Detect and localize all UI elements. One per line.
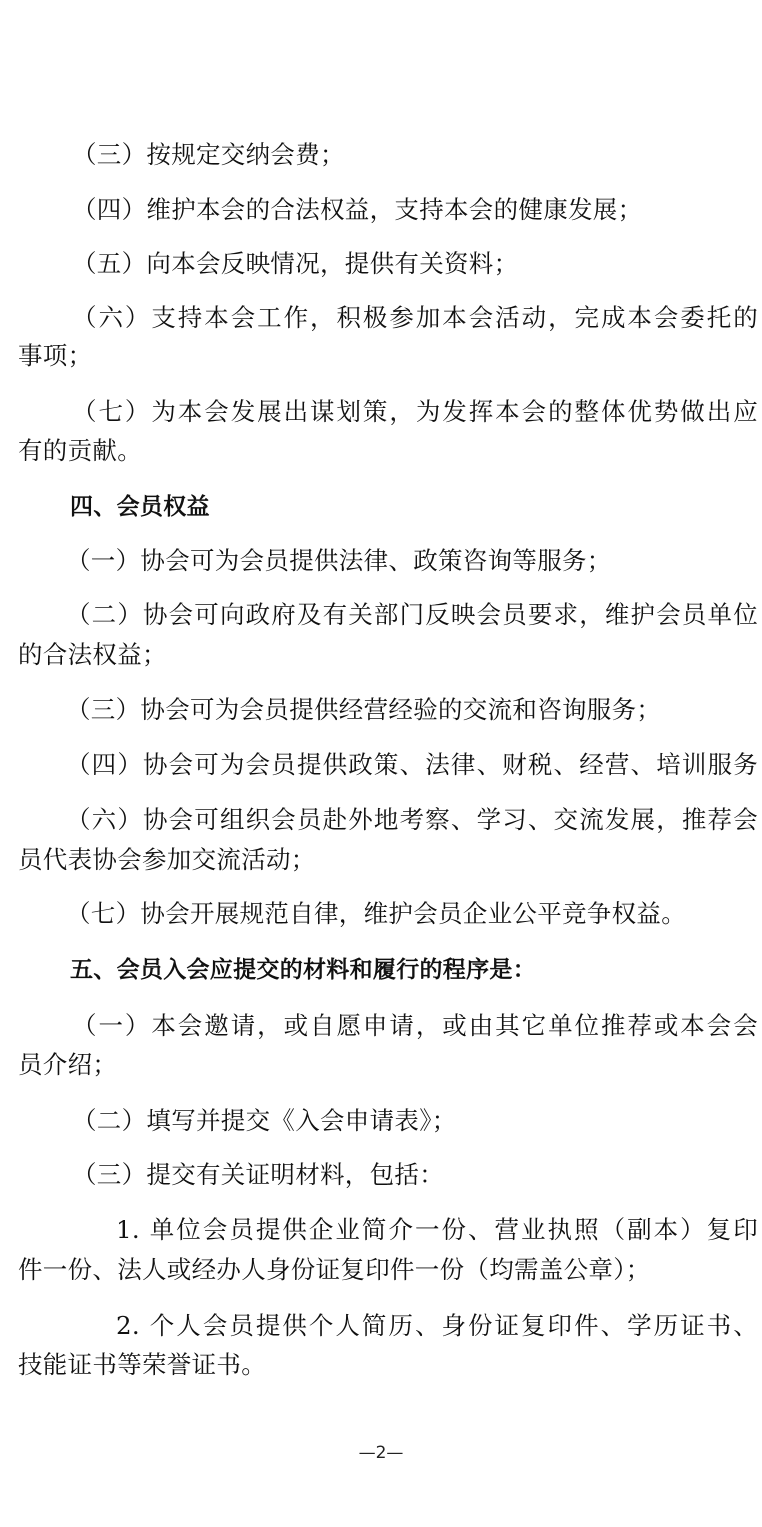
paragraph-line: 的合法权益； <box>18 640 167 669</box>
paragraph-line: （三）按规定交纳会费； <box>72 140 345 169</box>
paragraph-line: （一）本会邀请，或自愿申请，或由其它单位推荐或本会会 <box>72 1011 758 1040</box>
paragraph-line: （三）协会可为会员提供经营经验的交流和咨询服务； <box>66 695 662 724</box>
paragraph-line: （四）维护本会的合法权益，支持本会的健康发展； <box>72 195 643 224</box>
paragraph-line: （三）提交有关证明材料，包括： <box>72 1160 444 1189</box>
paragraph-line: 有的贡献。 <box>18 436 142 465</box>
paragraph-line: （七）协会开展规范自律，维护会员企业公平竞争权益。 <box>66 899 686 928</box>
paragraph-line: 2. 个人会员提供个人简历、身份证复印件、学历证书、 <box>116 1311 758 1340</box>
section-heading: 四、会员权益 <box>70 494 210 520</box>
paragraph-line: （六）支持本会工作，积极参加本会活动，完成本会委托的 <box>72 303 758 332</box>
paragraph-line: 技能证书等荣誉证书。 <box>18 1350 266 1379</box>
paragraph-line: （二）填写并提交《入会申请表》； <box>72 1106 457 1135</box>
paragraph-line: （四）协会可为会员提供政策、法律、财税、经营、培训服务 <box>66 750 758 779</box>
page-number: —2— <box>358 1443 404 1463</box>
paragraph-line: （一）协会可为会员提供法律、政策咨询等服务； <box>66 546 612 575</box>
paragraph-line: （六）协会可组织会员赴外地考察、学习、交流发展，推荐会 <box>66 805 758 834</box>
paragraph-line: 件一份、法人或经办人身份证复印件一份（均需盖公章）； <box>18 1255 651 1284</box>
paragraph-line: （五）向本会反映情况，提供有关资料； <box>72 249 519 278</box>
paragraph-line: 事项； <box>18 341 93 370</box>
paragraph-line: 员代表协会参加交流活动； <box>18 845 316 874</box>
section-heading: 五、会员入会应提交的材料和履行的程序是： <box>70 957 536 983</box>
paragraph-line: 员介绍； <box>18 1050 118 1079</box>
paragraph-line: （二）协会可向政府及有关部门反映会员要求，维护会员单位 <box>66 600 758 629</box>
paragraph-line: （七）为本会发展出谋划策，为发挥本会的整体优势做出应 <box>72 397 758 426</box>
paragraph-line: 1. 单位会员提供企业简介一份、营业执照（副本）复印 <box>116 1215 758 1244</box>
